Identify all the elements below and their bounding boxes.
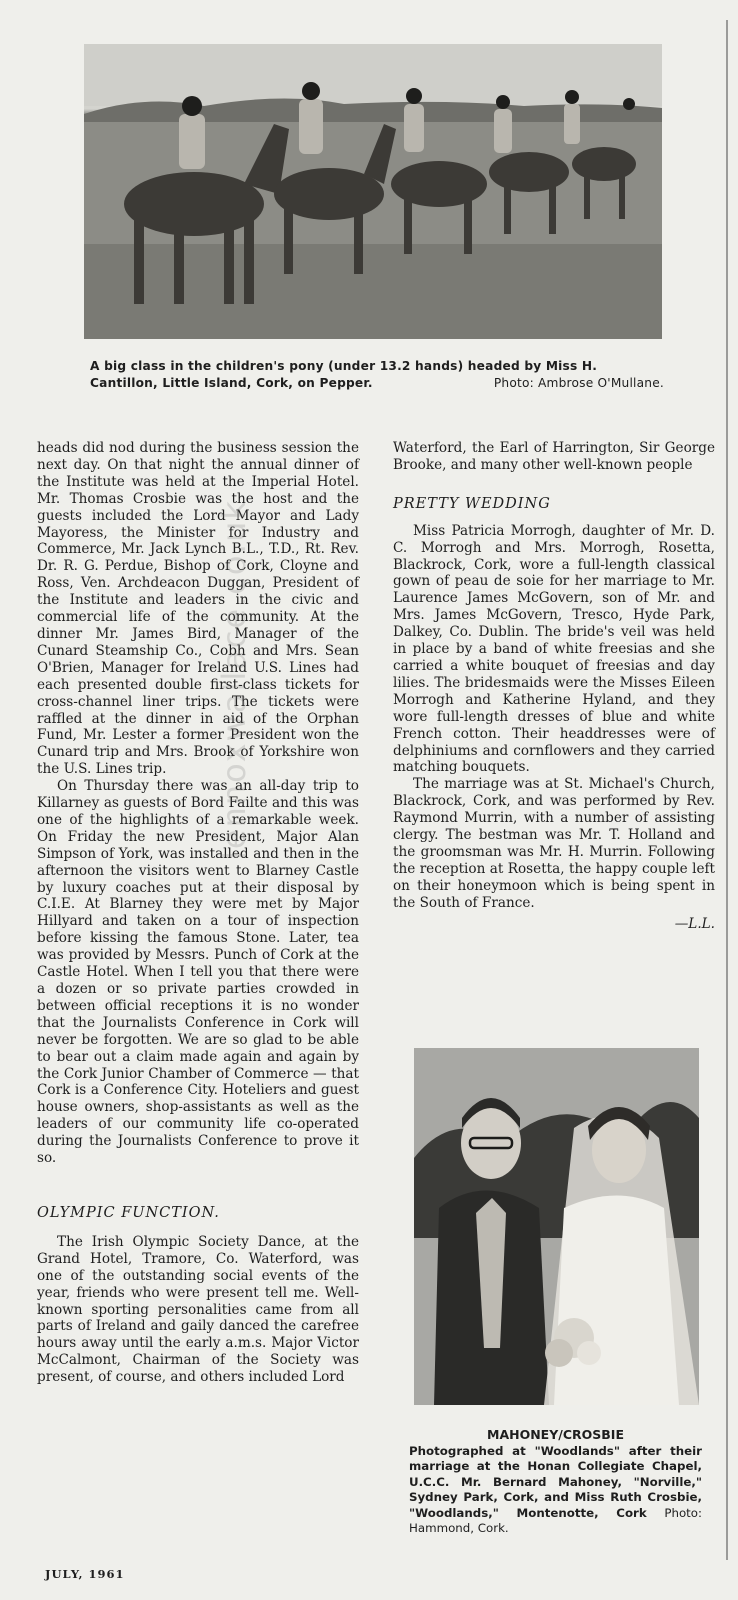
olympic-paragraph: The Irish Olympic Society Dance, at the Grand Hotel, Tramore, Co. Waterford, was one of the outstanding social events of the year, friends who were present tell me. Well-known sporting personalities came from all parts of Ireland and gaily danced the carefree hours away until the early a.m.s. Major Victor McCalmont, Chairman of the Society was present, of course, and others included Lord bbox=[37, 1233, 359, 1386]
pony-photo-caption bbox=[90, 358, 664, 392]
author-signature: —L.L. bbox=[674, 915, 715, 932]
issue-date-footer: JULY, 1961 bbox=[45, 1567, 125, 1581]
watermark-text: lennoxwallace.co.uk bbox=[215, 499, 253, 860]
pony-caption-text: A big class in the children's pony (under 13.2 hands) headed by Miss H. Cantillon, Little Island, Cork, on Pepper. bbox=[90, 359, 598, 390]
olympic-heading: OLYMPIC FUNCTION. bbox=[37, 1204, 220, 1221]
wedding-caption-text: Photographed at "Woodlands" after their marriage at the Honan Collegiate Chapel, U.C.C. Mr. Bernard Mahoney, "Norville," Sydney Park, Cork, and Miss Ruth Crosbie, "Woodlands," Montenotte, Cork bbox=[409, 1443, 702, 1520]
wedding-photo-credit: Photo: Hammond, Cork. bbox=[409, 1505, 702, 1535]
pony-class-photo bbox=[84, 44, 662, 339]
wedding-heading: PRETTY WEDDING bbox=[393, 495, 551, 512]
page-spine-line bbox=[726, 20, 728, 1560]
dinner-paragraph: heads did nod during the business session the next day. On that night the annual dinner of the Institute was held at the Imperial Hotel. Mr. Thomas Crosbie was the host and the guests included the Lord Mayor and Lady Mayoress, the Minister for Industry and Commerce, Mr. Jack Lynch B.L., T.D., Rt. Rev. Dr. R. G. Perdue, Bishop of Cork, Cloyne and Ross, Ven. Archdeacon Duggan, President of the Institute and leaders in the civic and commercial life of the community. At the dinner Mr. James Bird, Manager of the Cunard Steamship Co., Cobh and Mrs. Sean O'Brien, Manager for Ireland U.S. Lines had each presented double first-class tickets for cross-channel liner trips. The tickets were raffled at the dinner in aid of the Orphan Fund, Mr. Lester a former President won the Cunard trip and Mrs. Brook of Yorkshire won the U.S. Lines trip. bbox=[37, 440, 359, 778]
wedding-photo-caption bbox=[409, 1427, 702, 1537]
wedding-couple-photo bbox=[414, 1048, 699, 1405]
left-column bbox=[37, 440, 359, 1386]
pony-photo-credit: Photo: Ambrose O'Mullane. bbox=[493, 376, 664, 390]
killarney-paragraph: On Thursday there was an all-day trip to Killarney as guests of Bord Failte and this was one of the highlights of a remarkable week. On Friday the new President, Major Alan Simpson of York, was installed and then in the afternoon the visitors went to Blarney Castle by luxury coaches put at their disposal by C.I.E. At Blarney they were met by Major Hillyard and taken on a tour of inspection before kissing the famous Stone. Later, tea was provided by Messrs. Punch of Cork at the Castle Hotel. When I tell you that there were a dozen or so private parties crowded in between official receptions it is no wonder that the Journalists Conference in Cork will never be forgotten. We are so glad to be able to bear out a claim made again and again by the Cork Junior Chamber of Commerce — that Cork is a Conference City. Hoteliers and guest house owners, shop-assistants as well as the leaders of our community life co-operated during the Journalists Conference to prove it so. bbox=[37, 778, 359, 1167]
wedding-caption-title: MAHONEY/CROSBIE bbox=[487, 1427, 624, 1442]
wedding-paragraph: Miss Patricia Morrogh, daughter of Mr. D. C. Morrogh and Mrs. Morrogh, Rosetta, Blackrock, Cork, wore a full-length classical gown of peau de soie for her marriage to Mr. Laurence James McGovern, son of Mr. and Mrs. James McGovern, Tresco, Hyde Park, Dalkey, Co. Dublin. The bride's veil was held in place by a band of white freesias and she carried a white bouquet of freesias and day lilies. The bridesmaids were the Misses Eileen Morrogh and Katherine Hyland, and they wore full-length dresses of blue and white French cotton. Their headdresses were of delphiniums and cornflowers and they carried matching bouquets. bbox=[393, 522, 715, 776]
marriage-paragraph: The marriage was at St. Michael's Church, Blackrock, Cork, and was performed by Rev. Raymond Murrin, with a number of assisting clergy. The bestman was Mr. T. Holland and the groomsman was Mr. H. Murrin. Following the reception at Rosetta, the happy couple left on their honeymoon which is being spent in the South of France. bbox=[393, 776, 715, 911]
right-column bbox=[393, 440, 715, 932]
guests-continued-paragraph: Waterford, the Earl of Harrington, Sir George Brooke, and many other well-known people bbox=[393, 440, 715, 473]
